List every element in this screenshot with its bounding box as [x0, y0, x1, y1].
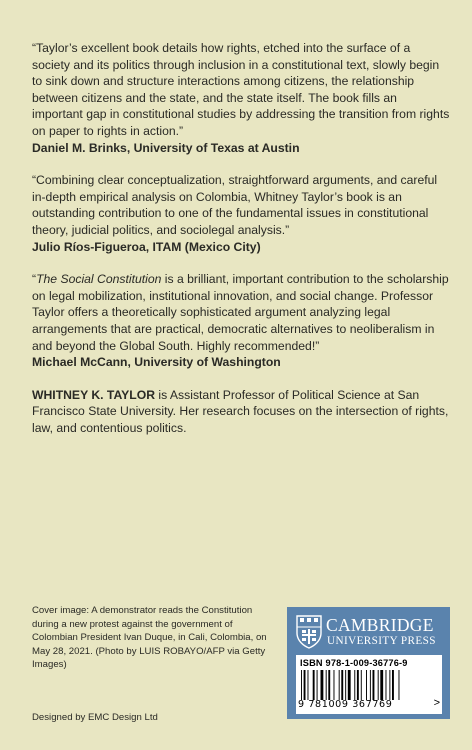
publisher-subname: UNIVERSITY PRESS [327, 635, 436, 647]
cambridge-crest-icon [296, 615, 322, 649]
barcode-bar [301, 670, 302, 700]
barcode-bar [354, 670, 355, 700]
barcode-bar [366, 670, 367, 700]
barcode-bar [357, 670, 359, 700]
barcode-bar [345, 670, 346, 700]
barcode-bar [313, 670, 315, 700]
endorsement-quote: “Taylor’s excellent book details how rights, etched into the surface of a society and its politics through inclusion in a constitutional text, slowly begin to sink down and structure interactions among citizens, the relationship between citizens and the state, and the state itself. The book fills an important gap in constitutional studies by addressing the transition from rights on paper to rights in action.” [32, 41, 450, 138]
main-text [32, 40, 450, 436]
barcode-digits: 9 781009 367769 [298, 699, 393, 710]
endorsement-1 [32, 40, 450, 156]
barcode-bar [373, 670, 375, 700]
barcode-bar [378, 670, 379, 700]
barcode-bar [317, 670, 318, 700]
designer-credit: Designed by EMC Design Ltd [32, 712, 158, 723]
barcode-bar [341, 670, 343, 700]
barcode-bars [300, 670, 430, 700]
barcode-bar [334, 670, 335, 700]
barcode-bar [304, 670, 306, 700]
publisher-panel [287, 607, 450, 719]
barcode-bar [328, 670, 330, 700]
barcode-bar [326, 670, 327, 700]
barcode-bar [389, 670, 390, 700]
author-name: WHITNEY K. TAYLOR [32, 387, 156, 402]
author-bio [32, 387, 450, 437]
book-title: The Social Constitution [36, 272, 162, 287]
barcode-arrow: > [433, 697, 440, 709]
endorsement-author: Michael McCann, University of Washington [32, 355, 281, 370]
barcode-bar [321, 670, 324, 700]
barcode-bar [361, 670, 362, 700]
barcode [296, 655, 442, 714]
barcode-bar [308, 670, 309, 700]
publisher-name: CAMBRIDGE [326, 615, 434, 635]
barcode-bar [380, 670, 383, 700]
barcode-bar [386, 670, 387, 700]
isbn-label: ISBN 978-1-009-36776-9 [300, 658, 408, 668]
barcode-bar [339, 670, 340, 700]
endorsement-2 [32, 172, 450, 255]
barcode-bar [392, 670, 394, 700]
endorsement-author: Daniel M. Brinks, University of Texas at Austin [32, 140, 300, 155]
cover-image-credit: Cover image: A demonstrator reads the Constitution during a new protest against the government of Colombian President Ivan Duque, in Cali, Colombia, on May 28, 2021. (Photo by LUIS ROBAYO/AFP via Getty Images) [32, 605, 267, 671]
barcode-bar [399, 670, 400, 700]
quote-text: is a brilliant, important contribution to the scholarship on legal mobilization, institutional innovation, and social change. Professor Taylor offers a theoretically sophisticated argument analyzing legal arrangements that are practical, democratic alternatives to neoliberalism in and beyond the Global South. Highly recommended!” [32, 272, 449, 353]
barcode-bar [370, 670, 371, 700]
quote-mark: “ [32, 272, 37, 287]
endorsement-3 [32, 271, 450, 371]
endorsement-quote [32, 271, 450, 354]
endorsement-quote: “Combining clear conceptualization, straightforward arguments, and careful in-depth empirical analysis on Colombia, Whitney Taylor’s book is an outstanding contribution to one of the fundamental issues in constitutional theory, judicial politics, and sociolegal analysis.” [32, 173, 438, 237]
endorsement-author: Julio Ríos-Figueroa, ITAM (Mexico City) [32, 239, 261, 254]
barcode-bar [348, 670, 351, 700]
author-bio-text: is Assistant Professor of Political Science at San Francisco State University. Her research focuses on the intersection of rights, law, and contentious politics. [32, 387, 449, 435]
publisher-logo [296, 615, 446, 655]
